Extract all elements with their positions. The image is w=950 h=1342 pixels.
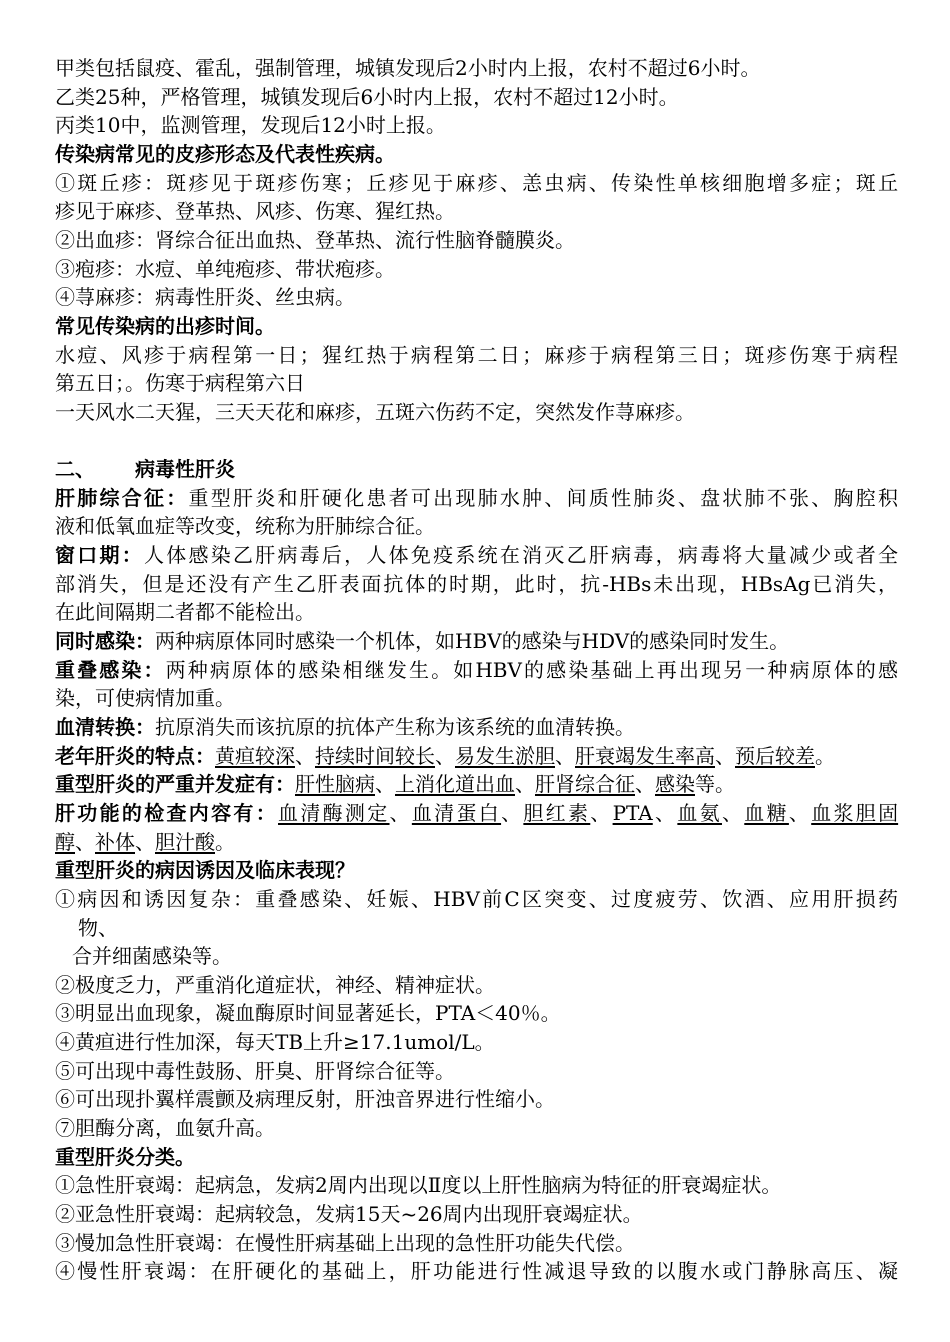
text-segment: 、 bbox=[75, 829, 95, 854]
text-line bbox=[55, 1028, 495, 1056]
section-heading bbox=[55, 455, 235, 483]
text-segment: 甲类包括鼠疫、霍乱，强制管理，城镇发现后2小时内上报，农村不超过6小时。 bbox=[55, 56, 761, 80]
text-line bbox=[55, 1257, 898, 1285]
text-segment: 两种病原体同时感染一个机体，如HBV的感染与HDV的感染同时发生。 bbox=[155, 629, 790, 653]
text-line bbox=[55, 1143, 195, 1171]
text-line bbox=[55, 283, 355, 311]
text-line bbox=[55, 312, 275, 340]
bold-term: 老年肝炎的特点： bbox=[55, 743, 215, 768]
text-segment: 液和低氧血症等改变，统称为肝肺综合征。 bbox=[55, 514, 435, 539]
bold-term: 重叠感染： bbox=[55, 657, 166, 682]
text-segment: 等。 bbox=[695, 772, 735, 797]
underlined-text: PTA bbox=[612, 800, 653, 825]
text-segment: 乙类25种，严格管理，城镇发现后6小时内上报，农村不超过12小时。 bbox=[55, 84, 679, 109]
text-line bbox=[55, 111, 446, 139]
underlined-text: 醇 bbox=[55, 829, 75, 854]
text-segment: 、 bbox=[435, 743, 455, 768]
text-line bbox=[55, 484, 898, 512]
text-line bbox=[55, 742, 835, 770]
text-segment: 部消失，但是还没有产生乙肝表面抗体的时期，此时，抗-HBs未出现，HBsAg已消失， bbox=[55, 571, 898, 596]
bold-term: 传染病常见的皮疹形态及代表性疾病。 bbox=[55, 141, 395, 166]
text-line bbox=[55, 369, 305, 397]
underlined-text: 预后较差 bbox=[735, 743, 815, 768]
text-segment: ⑦胆酶分离，血氨升高。 bbox=[55, 1116, 275, 1141]
text-line bbox=[55, 1057, 455, 1085]
text-segment: 人体感染乙肝病毒后，人体免疫系统在消灭乙肝病毒，病毒将大量减少或者全 bbox=[143, 543, 899, 568]
text-line bbox=[55, 1114, 275, 1142]
text-segment: 、 bbox=[555, 743, 575, 768]
bold-term: 重型肝炎的严重并发症有： bbox=[55, 772, 295, 797]
text-line bbox=[55, 656, 898, 684]
text-segment: 。 bbox=[215, 829, 235, 854]
text-segment: 合并细菌感染等。 bbox=[72, 944, 232, 969]
underlined-text: 血浆胆固 bbox=[811, 800, 899, 825]
underlined-text: 血氨 bbox=[677, 800, 722, 825]
text-segment: 丙类10中，监测管理，发现后12小时上报。 bbox=[55, 113, 446, 138]
text-segment: ④荨麻疹：病毒性肝炎、丝虫病。 bbox=[55, 285, 355, 310]
text-segment: 。 bbox=[815, 743, 835, 768]
text-line bbox=[72, 942, 232, 970]
text-segment: 重型肝炎和肝硬化患者可出现肺水肿、间质性肺炎、盘状肺不张、胸腔积 bbox=[188, 485, 899, 510]
text-segment: 、 bbox=[135, 829, 155, 854]
text-segment: 、 bbox=[389, 800, 412, 825]
text-segment: ②亚急性肝衰竭：起病较急，发病15天~26周内出现肝衰竭症状。 bbox=[55, 1202, 643, 1226]
text-segment: 、 bbox=[635, 772, 655, 797]
text-line bbox=[78, 914, 118, 942]
text-segment: ①急性肝衰竭：起病急，发病2周内出现以Ⅱ度以上肝性脑病为特征的肝衰竭症状。 bbox=[55, 1173, 782, 1198]
text-line bbox=[55, 83, 679, 111]
text-segment: ⑤可出现中毒性鼓肠、肝臭、肝肾综合征等。 bbox=[55, 1058, 455, 1083]
text-segment: ④黄疸进行性加深，每天TB上升≥17.1umol/L。 bbox=[55, 1030, 495, 1055]
text-line bbox=[55, 1229, 635, 1257]
bold-term: 二、 bbox=[55, 457, 95, 482]
bold-term: 窗口期： bbox=[55, 543, 144, 568]
text-line bbox=[55, 598, 315, 626]
text-line bbox=[55, 828, 235, 856]
underlined-text: 血清酶测定 bbox=[278, 800, 390, 825]
text-line bbox=[55, 1200, 643, 1228]
underlined-text: 易发生淤胆 bbox=[455, 743, 555, 768]
text-line bbox=[55, 226, 575, 254]
text-line bbox=[55, 541, 898, 569]
text-segment: 、 bbox=[652, 800, 678, 825]
underlined-text: 血清蛋白 bbox=[411, 800, 502, 825]
text-segment: 、 bbox=[501, 800, 524, 825]
text-line bbox=[55, 570, 898, 598]
underlined-text: 持续时间较长 bbox=[315, 743, 435, 768]
text-segment: 抗原消失而该抗原的抗体产生称为该系统的血清转换。 bbox=[155, 714, 635, 739]
text-segment: 、 bbox=[715, 743, 735, 768]
bold-term: 肝功能的检查内容有： bbox=[55, 800, 279, 825]
underlined-text: 黄疸较深 bbox=[215, 743, 295, 768]
underlined-text: 肝衰竭发生率高 bbox=[575, 743, 715, 768]
text-line bbox=[55, 140, 395, 168]
text-segment: ③明显出血现象，凝血酶原时间显著延长，PTA＜40％。 bbox=[55, 1001, 561, 1026]
bold-term: 血清转换： bbox=[55, 714, 155, 739]
bold-term: 肝肺综合征： bbox=[55, 485, 189, 510]
text-segment: ①斑丘疹：斑疹见于斑疹伤寒；丘疹见于麻疹、恙虫病、传染性单核细胞增多症；斑丘 bbox=[55, 170, 898, 195]
text-line bbox=[55, 1085, 555, 1113]
text-segment: ②极度乏力，严重消化道症状，神经、精神症状。 bbox=[55, 972, 495, 997]
text-segment: 、 bbox=[590, 800, 613, 825]
text-segment: 、 bbox=[788, 800, 812, 825]
text-segment: 两种病原体的感染相继发生。如HBV的感染基础上再出现另一种病原体的感 bbox=[165, 657, 899, 682]
underlined-text: 肝性脑病 bbox=[295, 772, 375, 797]
underlined-text: 胆红素 bbox=[523, 800, 591, 825]
underlined-text: 胆汁酸 bbox=[155, 829, 215, 854]
text-line bbox=[55, 197, 455, 225]
text-segment: ③慢加急性肝衰竭：在慢性肝病基础上出现的急性肝功能失代偿。 bbox=[55, 1230, 635, 1255]
text-segment: 、 bbox=[375, 772, 395, 797]
text-line bbox=[55, 770, 735, 798]
text-segment: 染，可使病情加重。 bbox=[55, 686, 235, 711]
text-segment: 物、 bbox=[78, 915, 118, 940]
underlined-text: 血糖 bbox=[744, 800, 789, 825]
bold-term: 重型肝炎分类。 bbox=[55, 1144, 195, 1169]
text-segment: 、 bbox=[721, 800, 745, 825]
text-line bbox=[55, 971, 495, 999]
bold-term: 病毒性肝炎 bbox=[135, 457, 235, 482]
bold-term: 常见传染病的出疹时间。 bbox=[55, 313, 275, 338]
text-line bbox=[55, 1171, 781, 1199]
underlined-text: 上消化道出血 bbox=[395, 772, 515, 797]
text-segment: 在此间隔期二者都不能检出。 bbox=[55, 600, 315, 625]
text-segment: 一天风水二天猩，三天天花和麻疹，五斑六伤药不定，突然发作荨麻疹。 bbox=[55, 399, 695, 424]
text-line bbox=[55, 799, 898, 827]
text-line bbox=[55, 856, 355, 884]
text-segment: ④慢性肝衰竭：在肝硬化的基础上，肝功能进行性减退导致的以腹水或门静脉高压、凝 bbox=[55, 1259, 898, 1284]
text-line bbox=[55, 341, 898, 369]
text-segment: 第五日；。伤寒于病程第六日 bbox=[55, 371, 305, 396]
text-line bbox=[55, 713, 635, 741]
text-segment: ①病因和诱因复杂：重叠感染、妊娠、HBV前C区突变、过度疲劳、饮酒、应用肝损药 bbox=[55, 886, 898, 911]
text-segment: 、 bbox=[515, 772, 535, 797]
text-segment: ③疱疹：水痘、单纯疱疹、带状疱疹。 bbox=[55, 256, 395, 281]
text-segment: 疹见于麻疹、登革热、风疹、伤寒、猩红热。 bbox=[55, 199, 455, 224]
text-segment: ⑥可出现扑翼样震颤及病理反射，肝浊音界进行性缩小。 bbox=[55, 1087, 555, 1112]
bold-term: 同时感染： bbox=[55, 629, 155, 653]
text-segment: 水痘、风疹于病程第一日；猩红热于病程第二日；麻疹于病程第三日；斑疹伤寒于病程 bbox=[55, 342, 898, 367]
bold-term: 重型肝炎的病因诱因及临床表现？ bbox=[55, 858, 355, 883]
text-segment: ②出血疹：肾综合征出血热、登革热、流行性脑脊髓膜炎。 bbox=[55, 227, 575, 252]
text-line bbox=[55, 54, 760, 82]
text-line bbox=[55, 885, 898, 913]
underlined-text: 感染 bbox=[655, 772, 695, 797]
underlined-text: 补体 bbox=[95, 829, 135, 854]
text-line bbox=[55, 255, 395, 283]
text-line bbox=[55, 684, 235, 712]
text-line bbox=[55, 169, 898, 197]
text-line bbox=[55, 627, 789, 655]
underlined-text: 肝肾综合征 bbox=[535, 772, 635, 797]
text-line bbox=[55, 999, 561, 1027]
text-line bbox=[55, 512, 435, 540]
text-line bbox=[55, 398, 695, 426]
text-segment: 、 bbox=[295, 743, 315, 768]
